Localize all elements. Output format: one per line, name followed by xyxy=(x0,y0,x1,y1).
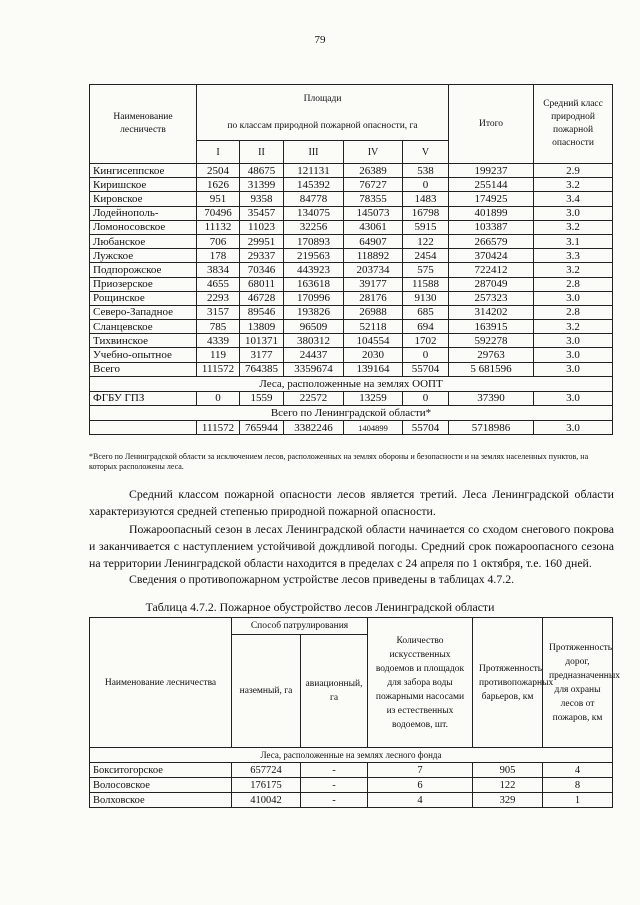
row-value-cell: 370424 xyxy=(449,249,534,263)
header-reservoirs: Количество искусственных водоемов и площадок для забора воды пожарными насосами из естественных водоемов, шт. xyxy=(368,618,473,748)
header-roads: Протяженность дорог, предназначенных для охраны лесов от пожаров, км xyxy=(543,618,613,748)
row-name-cell: ФГБУ ГПЗ xyxy=(90,391,197,405)
row-value-cell: 8 xyxy=(543,778,613,793)
row-value-cell: 3.3 xyxy=(534,249,613,263)
table-row xyxy=(90,793,613,808)
row-value-cell: 1 xyxy=(543,793,613,808)
row-value-cell: 266579 xyxy=(449,234,534,248)
row-value-cell: 43061 xyxy=(344,220,403,234)
row-name-cell: Волховское xyxy=(90,793,232,808)
row-name-cell: Бокситогорское xyxy=(90,763,232,778)
row-value-cell: 329 xyxy=(473,793,543,808)
row-value-cell: 103387 xyxy=(449,220,534,234)
row-value-cell: 11588 xyxy=(403,277,449,291)
row-value-cell: 163915 xyxy=(449,320,534,334)
fire-danger-table-body xyxy=(90,164,613,377)
row-value-cell: 1702 xyxy=(403,334,449,348)
row-value-cell: 257323 xyxy=(449,291,534,305)
fire-equipment-table xyxy=(89,617,621,808)
row-value-cell: 2.8 xyxy=(534,305,613,319)
row-value-cell: 4 xyxy=(368,793,473,808)
table-row xyxy=(90,334,613,348)
row-value-cell: 3.2 xyxy=(534,220,613,234)
header-avg-class: Средний класс природной пожарной опасности xyxy=(534,85,613,164)
row-value-cell: 111572 xyxy=(197,421,240,435)
row-value-cell: 163618 xyxy=(284,277,344,291)
row-value-cell: 11132 xyxy=(197,220,240,234)
row-value-cell: 46728 xyxy=(240,291,284,305)
row-value-cell: 178 xyxy=(197,249,240,263)
row-value-cell: 287049 xyxy=(449,277,534,291)
row-value-cell: 3.0 xyxy=(534,391,613,405)
row-value-cell: - xyxy=(301,778,368,793)
row-value-cell: 401899 xyxy=(449,206,534,220)
row-value-cell: 1483 xyxy=(403,192,449,206)
row-value-cell: 685 xyxy=(403,305,449,319)
row-value-cell: 174925 xyxy=(449,192,534,206)
table-caption: Таблица 4.7.2. Пожарное обустройство лесов Ленинградской области xyxy=(145,600,495,614)
row-name-cell: Северо-Западное xyxy=(90,305,197,319)
row-value-cell: 13259 xyxy=(344,391,403,405)
row-value-cell: 1404899 xyxy=(344,421,403,435)
row-value-cell: 64907 xyxy=(344,234,403,248)
row-value-cell: 3.1 xyxy=(534,234,613,248)
page-number: 79 xyxy=(314,34,326,46)
row-value-cell: 694 xyxy=(403,320,449,334)
row-value-cell: 6 xyxy=(368,778,473,793)
region-total-row xyxy=(90,421,613,435)
row-name-cell: Рощинское xyxy=(90,291,197,305)
row-name-cell: Лодейнополь- xyxy=(90,206,197,220)
row-name-cell: Тихвинское xyxy=(90,334,197,348)
row-value-cell: 0 xyxy=(197,391,240,405)
row-value-cell: 764385 xyxy=(240,362,284,376)
row-value-cell: 3.2 xyxy=(534,263,613,277)
row-value-cell: 3.0 xyxy=(534,291,613,305)
row-value-cell: 765944 xyxy=(240,421,284,435)
row-name-cell: Всего xyxy=(90,362,197,376)
row-value-cell: 3382246 xyxy=(284,421,344,435)
class-header: I xyxy=(197,141,240,164)
row-value-cell: 785 xyxy=(197,320,240,334)
row-value-cell: 3.2 xyxy=(534,320,613,334)
row-value-cell: 1626 xyxy=(197,178,240,192)
row-value-cell: 657724 xyxy=(232,763,301,778)
row-value-cell: 122 xyxy=(403,234,449,248)
row-value-cell: 5 681596 xyxy=(449,362,534,376)
row-value-cell: 170893 xyxy=(284,234,344,248)
row-value-cell: 70346 xyxy=(240,263,284,277)
header-area: Площади по классам природной пожарной опасности, га xyxy=(197,85,449,141)
row-value-cell: 2030 xyxy=(344,348,403,362)
row-name-cell: Кингисеппское xyxy=(90,164,197,178)
row-value-cell: 2293 xyxy=(197,291,240,305)
table-row xyxy=(90,178,613,192)
table-row xyxy=(90,362,613,376)
row-value-cell: 7 xyxy=(368,763,473,778)
row-value-cell: 39177 xyxy=(344,277,403,291)
header-name: Наименование лесничества xyxy=(90,618,232,748)
table-row xyxy=(90,348,613,362)
row-value-cell: 0 xyxy=(403,391,449,405)
row-name-cell: Любанское xyxy=(90,234,197,248)
footnote: *Всего по Ленинградской области за исключением лесов, расположенных на землях обороны и безопасности и на землях населенных пунктов, на которых расположены леса. xyxy=(89,452,589,471)
row-value-cell: 16798 xyxy=(403,206,449,220)
table-row xyxy=(90,778,613,793)
row-value-cell: 203734 xyxy=(344,263,403,277)
row-value-cell: 29951 xyxy=(240,234,284,248)
row-value-cell: 119 xyxy=(197,348,240,362)
row-value-cell: 145073 xyxy=(344,206,403,220)
paragraph-average-class: Средний классом пожарной опасности лесов является третий. Леса Ленинградской области характеризуются средней степенью природной пожарной опасности. xyxy=(89,487,614,519)
row-value-cell: 3.0 xyxy=(534,421,613,435)
table-row xyxy=(90,263,613,277)
class-header: III xyxy=(284,141,344,164)
row-name-cell: Волосовское xyxy=(90,778,232,793)
row-value-cell: 111572 xyxy=(197,362,240,376)
row-value-cell: 193826 xyxy=(284,305,344,319)
row-value-cell: 68011 xyxy=(240,277,284,291)
row-value-cell: 0 xyxy=(403,348,449,362)
forest-fund-section-heading: Леса, расположенные на землях лесного фонда xyxy=(90,748,613,763)
row-value-cell: 3359674 xyxy=(284,362,344,376)
total-section-heading: Всего по Ленинградской области* xyxy=(90,406,613,421)
oopt-section-heading: Леса, расположенные на землях ООПТ xyxy=(90,376,613,391)
class-header: II xyxy=(240,141,284,164)
row-name-cell: Подпорожское xyxy=(90,263,197,277)
row-value-cell: 592278 xyxy=(449,334,534,348)
row-value-cell: 4 xyxy=(543,763,613,778)
row-value-cell: 55704 xyxy=(403,421,449,435)
header-patrol: Способ патрулирования xyxy=(232,618,368,635)
row-value-cell: 28176 xyxy=(344,291,403,305)
row-value-cell: 443923 xyxy=(284,263,344,277)
row-value-cell: 255144 xyxy=(449,178,534,192)
row-value-cell: 48675 xyxy=(240,164,284,178)
row-value-cell: 176175 xyxy=(232,778,301,793)
row-value-cell: 5718986 xyxy=(449,421,534,435)
row-name-cell: Киришское xyxy=(90,178,197,192)
row-value-cell: 78355 xyxy=(344,192,403,206)
row-value-cell: - xyxy=(301,793,368,808)
row-value-cell: 706 xyxy=(197,234,240,248)
row-value-cell: 29763 xyxy=(449,348,534,362)
row-value-cell: 905 xyxy=(473,763,543,778)
row-value-cell: 9358 xyxy=(240,192,284,206)
fire-danger-table xyxy=(89,84,613,435)
row-value-cell: 538 xyxy=(403,164,449,178)
row-name-cell: Кировское xyxy=(90,192,197,206)
row-value-cell: 9130 xyxy=(403,291,449,305)
row-value-cell: 104554 xyxy=(344,334,403,348)
row-value-cell: 4339 xyxy=(197,334,240,348)
row-value-cell: 380312 xyxy=(284,334,344,348)
table-row xyxy=(90,320,613,334)
row-value-cell: 84778 xyxy=(284,192,344,206)
row-value-cell: 22572 xyxy=(284,391,344,405)
row-value-cell: 145392 xyxy=(284,178,344,192)
header-ground: наземный, га xyxy=(232,635,301,748)
row-name-cell: Приозерское xyxy=(90,277,197,291)
row-value-cell: 31399 xyxy=(240,178,284,192)
row-value-cell: 314202 xyxy=(449,305,534,319)
row-name-cell: Учебно-опытное xyxy=(90,348,197,362)
table-row xyxy=(90,305,613,319)
row-value-cell: 5915 xyxy=(403,220,449,234)
row-value-cell: 951 xyxy=(197,192,240,206)
row-value-cell: 55704 xyxy=(403,362,449,376)
row-value-cell: 3157 xyxy=(197,305,240,319)
oopt-row xyxy=(90,391,613,405)
row-value-cell: 76727 xyxy=(344,178,403,192)
row-value-cell: 96509 xyxy=(284,320,344,334)
row-value-cell: 3.2 xyxy=(534,178,613,192)
row-name-cell: Сланцевское xyxy=(90,320,197,334)
table-row xyxy=(90,220,613,234)
row-value-cell: 3.0 xyxy=(534,348,613,362)
row-value-cell: 26389 xyxy=(344,164,403,178)
row-value-cell: 32256 xyxy=(284,220,344,234)
row-value-cell: 3.0 xyxy=(534,362,613,376)
row-value-cell: 134075 xyxy=(284,206,344,220)
class-header: V xyxy=(403,141,449,164)
table-row xyxy=(90,164,613,178)
row-value-cell: 24437 xyxy=(284,348,344,362)
paragraph-reference: Сведения о противопожарном устройстве лесов приведены в таблицах 4.7.2. xyxy=(129,572,515,586)
row-value-cell: 3834 xyxy=(197,263,240,277)
row-value-cell: 3177 xyxy=(240,348,284,362)
row-value-cell: 35457 xyxy=(240,206,284,220)
row-value-cell: 37390 xyxy=(449,391,534,405)
row-value-cell: 121131 xyxy=(284,164,344,178)
row-value-cell: 101371 xyxy=(240,334,284,348)
row-value-cell: 3.0 xyxy=(534,334,613,348)
row-value-cell: 139164 xyxy=(344,362,403,376)
header-name: Наименование лесничеств xyxy=(90,85,197,164)
row-value-cell: 0 xyxy=(403,178,449,192)
row-name-cell xyxy=(90,421,197,435)
table-row xyxy=(90,291,613,305)
row-value-cell: - xyxy=(301,763,368,778)
row-value-cell: 2454 xyxy=(403,249,449,263)
row-value-cell: 4655 xyxy=(197,277,240,291)
row-value-cell: 575 xyxy=(403,263,449,277)
row-value-cell: 70496 xyxy=(197,206,240,220)
row-value-cell: 410042 xyxy=(232,793,301,808)
row-value-cell: 3.4 xyxy=(534,192,613,206)
row-value-cell: 219563 xyxy=(284,249,344,263)
row-value-cell: 118892 xyxy=(344,249,403,263)
row-value-cell: 722412 xyxy=(449,263,534,277)
row-value-cell: 26988 xyxy=(344,305,403,319)
table-row xyxy=(90,763,613,778)
row-value-cell: 2.8 xyxy=(534,277,613,291)
row-value-cell: 11023 xyxy=(240,220,284,234)
header-air: авиационный, га xyxy=(301,635,368,748)
paragraph-fire-season: Пожароопасный сезон в лесах Ленинградской области начинается со сходом снегового покрова и заканчивается с наступлением устойчивой дождливой погоды. Средний срок пожароопасного сезона на территории Ленинградской области находится в пределах с 24 апреля по 1 октября, т.е. 160 дней. xyxy=(89,522,614,571)
table-row xyxy=(90,249,613,263)
table-row xyxy=(90,234,613,248)
header-total: Итого xyxy=(449,85,534,164)
row-value-cell: 89546 xyxy=(240,305,284,319)
row-value-cell: 2.9 xyxy=(534,164,613,178)
table-row xyxy=(90,206,613,220)
row-value-cell: 52118 xyxy=(344,320,403,334)
row-name-cell: Лужское xyxy=(90,249,197,263)
row-value-cell: 13809 xyxy=(240,320,284,334)
row-value-cell: 3.0 xyxy=(534,206,613,220)
class-header: IV xyxy=(344,141,403,164)
row-name-cell: Ломоносовское xyxy=(90,220,197,234)
row-value-cell: 29337 xyxy=(240,249,284,263)
row-value-cell: 122 xyxy=(473,778,543,793)
header-barriers: Протяженность противопожарных барьеров, км xyxy=(473,618,543,748)
row-value-cell: 1559 xyxy=(240,391,284,405)
table-row xyxy=(90,277,613,291)
row-value-cell: 2504 xyxy=(197,164,240,178)
fire-equipment-table-body xyxy=(90,763,613,808)
table-row xyxy=(90,192,613,206)
row-value-cell: 170996 xyxy=(284,291,344,305)
row-value-cell: 199237 xyxy=(449,164,534,178)
